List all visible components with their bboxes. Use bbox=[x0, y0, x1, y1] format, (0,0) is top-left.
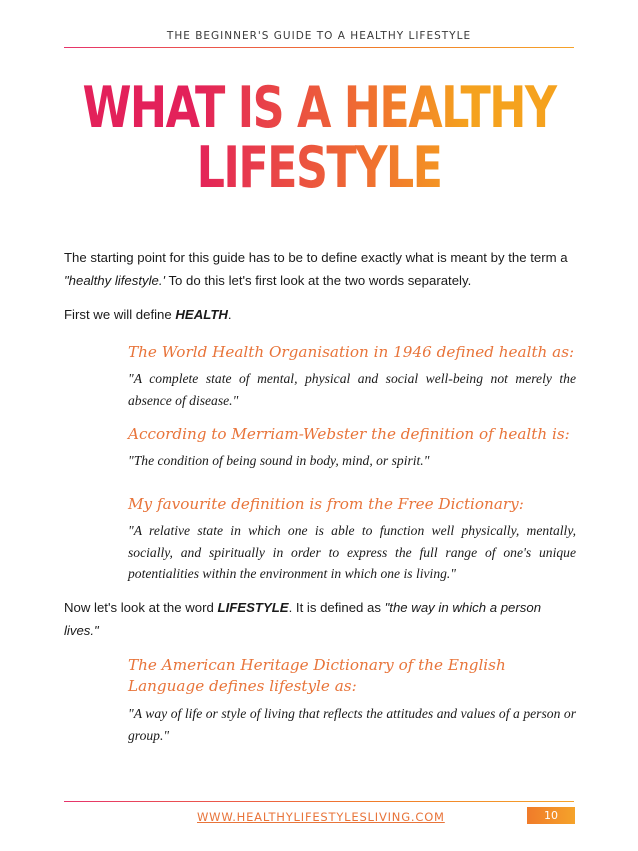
health-keyword: HEALTH bbox=[175, 307, 228, 322]
who-definition-heading: The World Health Organisation in 1946 defined health as: bbox=[128, 343, 575, 361]
page-title bbox=[70, 75, 568, 201]
running-header: THE BEGINNER'S GUIDE TO A HEALTHY LIFESTYLE bbox=[166, 30, 472, 42]
health-intro-period: . bbox=[227, 307, 232, 322]
page-number-badge: 10 bbox=[527, 807, 575, 824]
footer-website-link[interactable]: WWW.HEALTHYLIFESTYLESLIVING.COM bbox=[197, 810, 445, 824]
page-title-line-2: LIFESTYLE bbox=[196, 135, 442, 201]
lifestyle-emphasis: "the way in which a person lives." bbox=[64, 600, 542, 638]
intro-emphasis: "healthy lifestyle.' bbox=[64, 273, 166, 288]
merriam-webster-heading: According to Merriam-Webster the definition of health is: bbox=[128, 425, 570, 443]
lifestyle-text-c: . It is defined as bbox=[288, 600, 385, 615]
free-dictionary-heading: My favourite definition is from the Free Dictionary: bbox=[128, 495, 524, 513]
who-definition-quote: "A complete state of mental, physical and social well-being not merely the absence of disease." bbox=[128, 371, 576, 408]
lifestyle-text-a: Now let's look at the word bbox=[64, 600, 218, 615]
american-heritage-quote: "A way of life or style of living that reflects the attitudes and values of a person or group." bbox=[128, 706, 576, 743]
intro-paragraph bbox=[64, 246, 576, 292]
page-title-line-1: WHAT IS A HEALTHY bbox=[82, 75, 556, 141]
header-rule bbox=[64, 47, 574, 48]
health-intro-paragraph bbox=[64, 303, 576, 326]
free-dictionary-quote: "A relative state in which one is able to function well physically, mentally, socially, and spiritually in order to express the full range of one's unique potentialities within the environment in which one is living." bbox=[128, 523, 576, 581]
intro-text-b: To do this let's first look at the two words separately. bbox=[165, 273, 472, 288]
footer-rule bbox=[64, 801, 574, 802]
intro-text-a: The starting point for this guide has to be to define exactly what is meant by the term a bbox=[64, 250, 568, 265]
health-intro-text: First we will define bbox=[64, 307, 176, 322]
lifestyle-paragraph bbox=[64, 596, 576, 642]
merriam-webster-quote: "The condition of being sound in body, mind, or spirit." bbox=[128, 453, 430, 468]
lifestyle-keyword: LIFESTYLE bbox=[217, 600, 289, 615]
american-heritage-heading: The American Heritage Dictionary of the English Language defines lifestyle as: bbox=[128, 656, 506, 695]
